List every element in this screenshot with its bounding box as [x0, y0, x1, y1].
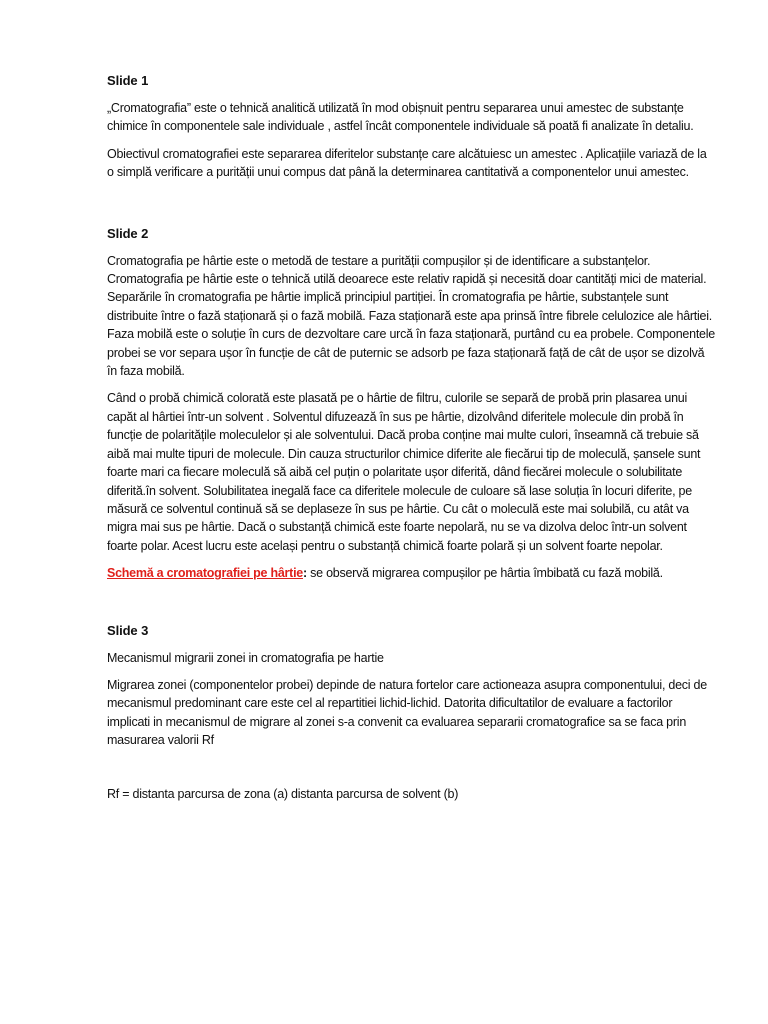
- slide-2-paragraph-2: Când o probă chimică colorată este plasată pe o hârtie de filtru, culorile se separă de probă prin plasarea unui capăt al hârtiei într-un solvent . Solventul difuzează în sus pe hârtie, dizolvând diferitele molecule din probă în funcție de polaritățile moleculelor și ale solventului. Dacă proba conține mai multe culori, înseamnă că trebuie să aibă mai multe tipuri de molecule. Din cauza structurilor chimice diferite ale fiecărui tip de moleculă, șansele sunt foarte mari ca fiecare moleculă să aibă cel puțin o polaritate ușor diferită, dând fiecărei molecule o solubilitate diferită.în solvent. Solubilitatea inegală face ca diferitele molecule de culoare să lase soluția în locuri diferite, pe măsură ce solventul continuă să se deplaseze în sus pe hârtie. Cu cât o moleculă este mai solubilă, cu atât va migra mai sus pe hârtie. Dacă o substanță chimică este foarte nepolară, nu se va dizolva deloc într-un solvent foarte polar. Acest lucru este același pentru o substanță chimică foarte polară și un solvent foarte nepolar.: [107, 391, 701, 553]
- slide-1-heading: Slide 1: [107, 73, 149, 88]
- document-page: [107, 72, 715, 815]
- schema-caption: [107, 564, 715, 582]
- schema-link[interactable]: Schemă a cromatografiei pe hârtie: [107, 566, 303, 581]
- schema-caption-text: se observă migrarea compușilor pe hârtia îmbibată cu fază mobilă.: [306, 566, 663, 581]
- schema-colon: :: [303, 566, 307, 581]
- slide-3-subtitle: Mecanismul migrarii zonei in cromatografia pe hartie: [107, 650, 384, 665]
- spacer: [107, 759, 715, 785]
- spacer: [107, 191, 715, 225]
- slide-3-paragraph-1: Migrarea zonei (componentelor probei) depinde de natura fortelor care actioneaza asupra componentului, deci de mecanismul predominant care este cel al repartitiei lichid-lichid. Datorita dificultatilor de evaluare a factorilor implicati in mecanismul de migrare al zonei s-a convenit ca evaluarea separarii cromatografice sa se faca prin masurarea valorii Rf: [107, 677, 707, 748]
- slide-3-heading: Slide 3: [107, 622, 149, 638]
- slide-1-paragraph-1: „Cromatografia” este o tehnică analitică utilizată în mod obișnuit pentru separarea unui amestec de substanțe chimice în componentele sale individuale , astfel încât componentele individuale să poată fi analizate în detaliu.: [107, 101, 694, 134]
- slide-1-paragraph-2: Obiectivul cromatografiei este separarea diferitelor substanțe care alcătuiesc un amestec . Aplicațiile variază de la o simplă verificare a purității unui compus dat până la determinarea cantitativă a componentelor unui amestec.: [107, 146, 707, 180]
- spacer: [107, 592, 715, 622]
- rf-formula: Rf = distanta parcursa de zona (a) distanta parcursa de solvent (b): [107, 786, 459, 801]
- slide-2-heading: Slide 2: [107, 225, 149, 241]
- slide-2-paragraph-1: Cromatografia pe hârtie este o metodă de testare a purității compușilor și de identificare a substanțelor. Cromatografia pe hârtie este o tehnică utilă deoarece este relativ rapidă și necesită doar cantități mici de material. Separările în cromatografia pe hârtie implică principiul partiției. În cromatografia pe hârtie, substanțele sunt distribuite între o fază staționară și o fază mobilă. Faza staționară este apa prinsă între fibrele celulozice ale hârtiei. Faza mobilă este o soluție în curs de dezvoltare care urcă în faza staționară, purtând cu ea probele. Componentele probei se vor separa ușor în funcție de cât de puternic se adsorb pe faza staționară față de cât de ușor se dizolvă în faza mobilă.: [107, 253, 715, 379]
